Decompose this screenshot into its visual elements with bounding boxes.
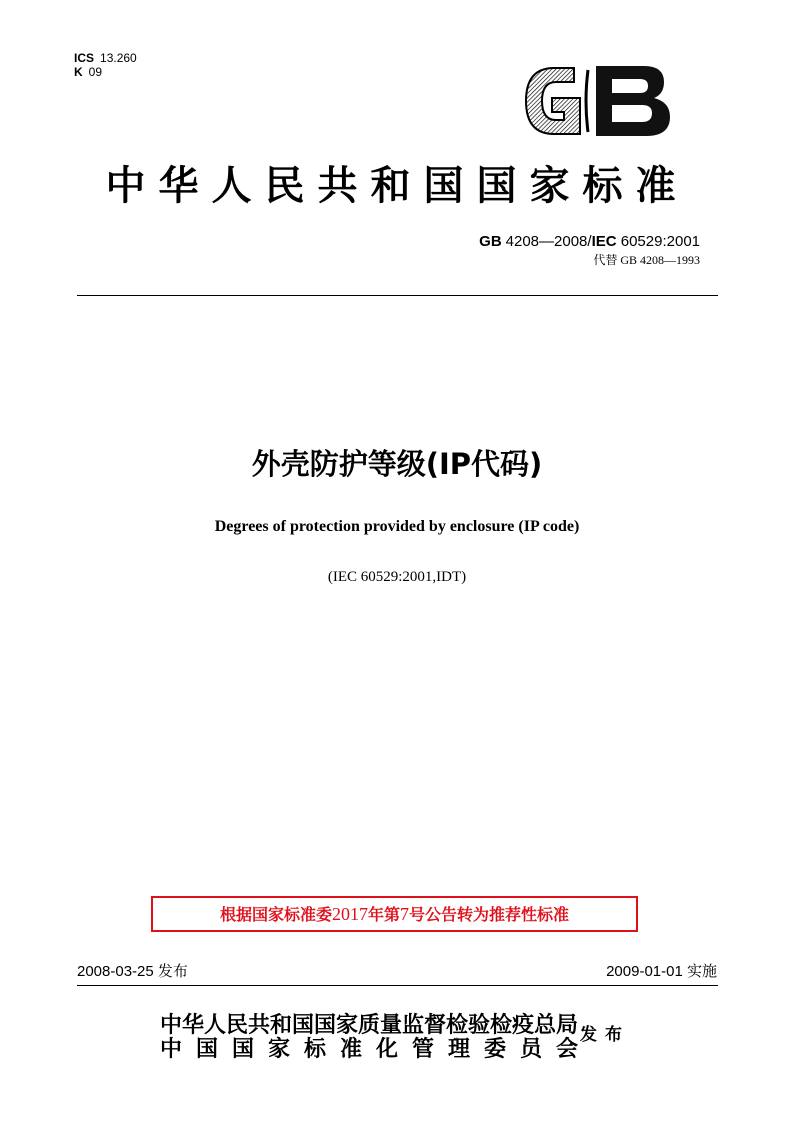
- classification-codes: [74, 51, 137, 79]
- notice-part1: 根据国家标准委: [219, 905, 332, 924]
- ccs-label: K: [74, 65, 83, 79]
- ics-label: ICS: [74, 51, 95, 65]
- notice-year: 2017: [331, 904, 368, 924]
- ccs-code: 09: [88, 65, 103, 79]
- notice-part2: 年第: [367, 905, 400, 924]
- country-standard-title: 中华人民共和国国家标准: [105, 162, 689, 209]
- title-chinese: 外壳防护等级(IP代码): [251, 447, 543, 481]
- conversion-notice: [151, 896, 638, 932]
- gb-logo: [518, 60, 676, 142]
- implementation-date: 2009-01-01 实施: [606, 963, 717, 980]
- title-english: Degrees of protection provided by enclosure (IP code): [214, 518, 580, 535]
- ics-code: 13.260: [100, 51, 137, 65]
- standard-number: [479, 232, 700, 252]
- issuer-aqsiq: 中华人民共和国国家质量监督检验检疫总局: [160, 1012, 579, 1038]
- standard-prefix: GB: [479, 233, 502, 250]
- issue-date: 2008-03-25 发布: [77, 963, 188, 980]
- issuer-sac: 中国国家标准化管理委员会: [160, 1036, 593, 1062]
- notice-number: 7: [400, 904, 409, 924]
- notice-part3: 号公告转为推荐性标准: [409, 905, 570, 924]
- bottom-divider: [77, 985, 718, 986]
- top-divider: [77, 295, 718, 296]
- equivalence-note: (IEC 60529:2001,IDT): [327, 569, 467, 585]
- publish-label: 发布: [580, 1025, 630, 1045]
- iec-number: 60529:2001: [620, 233, 700, 250]
- standard-number-value: 4208—2008/: [505, 233, 592, 250]
- iec-prefix: IEC: [591, 233, 617, 250]
- replaces-standard: 代替 GB 4208—1993: [593, 253, 700, 267]
